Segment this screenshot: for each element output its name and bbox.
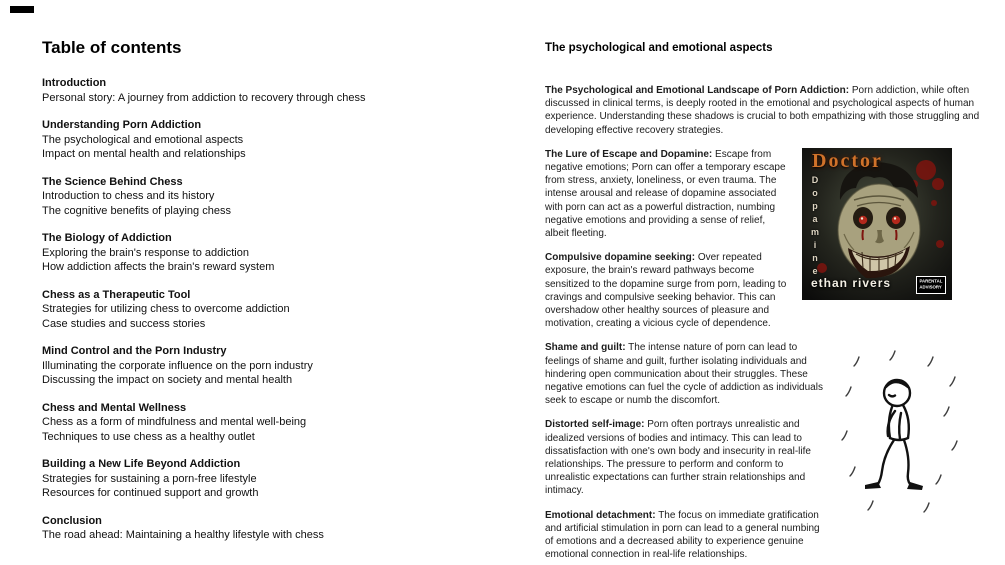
parental-advisory-label xyxy=(916,276,946,294)
paragraph-body: Porn addiction, while often discussed in clinical terms, is deeply rooted in the emotional and psychological aspects of human experience. Understanding these shadows is crucial to both empathizing with those struggling and developing effective recovery strategies. xyxy=(545,85,980,136)
paragraph-body: Over repeated exposure, the brain's reward pathways become sensitized to the dopamine surge from porn, leading to cravings and compulsive seeking behavior. This can overshadow other healthy sources of pleasure and motivation, creating a vicious cycle of dependence. xyxy=(545,252,787,330)
toc-line: Resources for continued support and growth xyxy=(42,487,259,499)
album-artist: ethan rivers xyxy=(811,275,892,290)
paragraph-body: Escape from negative emotions; Porn can offer a temporary escape from stress, anxiety, loneliness, or even trauma. The intense arousal and release of dopamine associated with porn can act as a powerful distraction, numbing negative emotions and providing a sense of relief, albeit fleeting. xyxy=(545,148,786,240)
toc-line: Exploring the brain's response to addiction xyxy=(42,246,249,259)
toc-heading: The Biology of Addiction xyxy=(42,232,172,244)
paragraph-psych-landscape xyxy=(545,84,992,137)
advisory-line-1: PARENTAL xyxy=(919,279,943,284)
paragraph-body: Porn often portrays unrealistic and idealized versions of bodies and intimacy. This can lead to dissatisfaction with one's own body and insecurity in real-life relationships. The pressure to perform and conform to unrealistic expectations can further strain relationships and intimacy. xyxy=(545,419,811,497)
advisory-line-2: ADVISORY xyxy=(919,285,943,290)
toc-section-conclusion xyxy=(42,514,482,543)
toc-section-chess-mental-wellness xyxy=(42,401,482,445)
toc-heading: Chess as a Therapeutic Tool xyxy=(42,288,191,301)
toc-section-understanding-porn-addiction xyxy=(42,118,482,162)
toc-line: Chess as a form of mindfulness and mental well-being xyxy=(42,416,307,428)
toc-section-introduction xyxy=(42,76,482,105)
paragraph-body: The intense nature of porn can lead to feelings of shame and guilt, further isolating individuals and hindering open communication about their struggles. These negative emotions can fuel the cycle of addiction as individuals seek to escape or numb the discomfort. xyxy=(545,342,823,407)
toc-line: The road ahead: Maintaining a healthy lifestyle with chess xyxy=(42,529,324,541)
toc-line: Illuminating the corporate influence on the porn industry xyxy=(42,359,313,372)
toc-section-chess-therapeutic-tool xyxy=(42,288,482,332)
toc-section-biology-of-addiction xyxy=(42,231,482,275)
toc-line: Techniques to use chess as a healthy outlet xyxy=(42,430,255,443)
paragraph-lead: Emotional detachment: xyxy=(545,509,656,521)
toc-heading: The Science Behind Chess xyxy=(42,175,183,188)
toc-line: Case studies and success stories xyxy=(42,317,206,330)
toc-line: Discussing the impact on society and mental health xyxy=(42,374,293,386)
paragraph-body: The focus on immediate gratification and artificial stimulation in porn can lead to a general numbing of emotions and a decreased ability to experience genuine emotional connection in real-life relationships. xyxy=(545,509,820,561)
toc-heading: Understanding Porn Addiction xyxy=(42,119,202,131)
corner-mark xyxy=(10,6,34,13)
toc-section-mind-control-porn-industry xyxy=(42,344,482,388)
paragraph-lead: The Lure of Escape and Dopamine: xyxy=(545,148,713,160)
toc-line: Strategies for utilizing chess to overcome addiction xyxy=(42,303,290,315)
sad-walk-drawing xyxy=(837,343,972,523)
content-page xyxy=(545,42,992,565)
toc-line: Strategies for sustaining a porn-free lifestyle xyxy=(42,472,257,485)
toc-section-science-behind-chess xyxy=(42,175,482,219)
chapter-heading: The psychological and emotional aspects xyxy=(545,42,773,54)
album-vertical-word: Dopamine xyxy=(810,174,820,279)
toc-section-new-life-beyond-addiction xyxy=(42,457,482,501)
toc-heading: Building a New Life Beyond Addiction xyxy=(42,458,241,470)
toc-title: Table of contents xyxy=(42,38,182,57)
toc-line: Personal story: A journey from addiction to recovery through chess xyxy=(42,91,366,104)
toc-heading: Chess and Mental Wellness xyxy=(42,401,187,414)
toc-heading: Mind Control and the Porn Industry xyxy=(42,345,227,357)
paragraph-lead: The Psychological and Emotional Landscape of Porn Addiction: xyxy=(545,85,850,96)
toc-line: How addiction affects the brain's reward system xyxy=(42,261,275,273)
toc-line: The cognitive benefits of playing chess xyxy=(42,204,231,217)
toc-line: Introduction to chess and its history xyxy=(42,190,215,202)
paragraph-lead: Compulsive dopamine seeking: xyxy=(545,252,696,264)
paragraph-lead: Distorted self-image: xyxy=(545,419,645,431)
album-title: Doctor xyxy=(812,149,883,172)
paragraph-lead: Shame and guilt: xyxy=(545,342,626,354)
sad-person-rain-illustration xyxy=(837,343,972,523)
toc-page xyxy=(42,38,482,556)
toc-line: Impact on mental health and relationships xyxy=(42,148,246,160)
toc-line: The psychological and emotional aspects xyxy=(42,133,244,146)
doctor-dopamine-cover-image xyxy=(802,148,952,300)
toc-heading: Introduction xyxy=(42,77,107,89)
toc-heading: Conclusion xyxy=(42,514,102,527)
